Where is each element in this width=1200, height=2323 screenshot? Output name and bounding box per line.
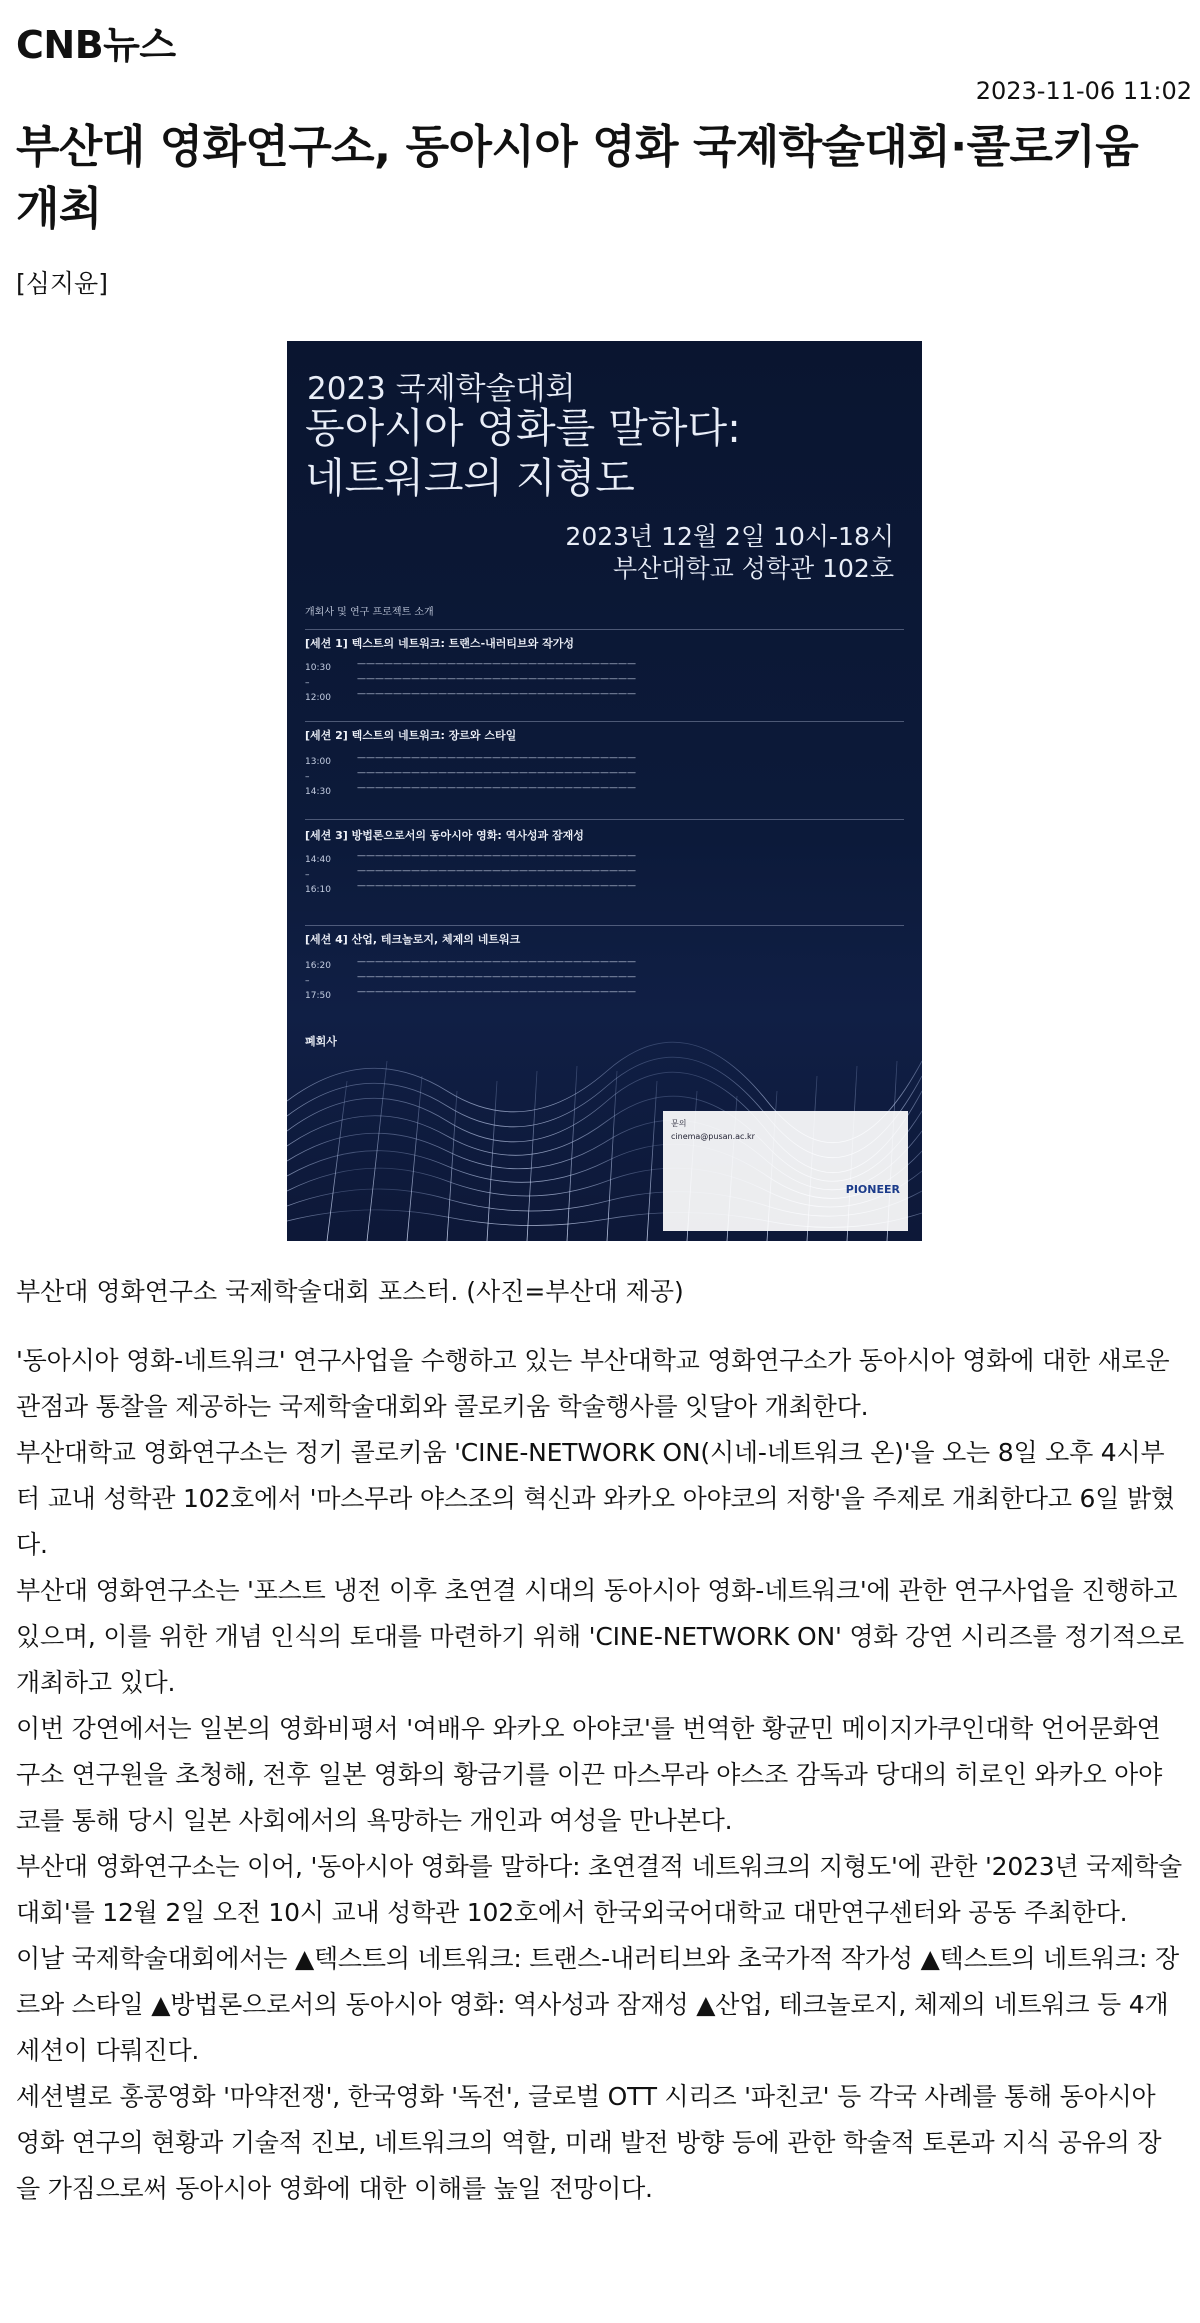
article-paragraph: 부산대 영화연구소는 이어, '동아시아 영화를 말하다: 초연결적 네트워크의 지형도'에 관한 '2023년 국제학술대회'를 12월 2일 오전 10시 교내 성학관 102호에서 한국외국어대학교 대만연구센터와 공동 주최한다. [16, 1852, 1182, 1927]
poster-contact-email: cinema@pusan.ac.kr [671, 1132, 755, 1141]
article-byline: [심지윤] [16, 269, 108, 298]
article-paragraph: '동아시아 영화-네트워크' 연구사업을 수행하고 있는 부산대학교 영화연구소가 동아시아 영화에 대한 새로운 관점과 통찰을 제공하는 국제학술대회와 콜로키움 학술행사를 잇달아 개최한다. [16, 1346, 1170, 1421]
poster-contact-box [663, 1111, 908, 1231]
poster-title-line2: 네트워크의 지형도 [305, 454, 635, 502]
poster-session-1-times: 10:30 – 12:00 [305, 663, 331, 703]
article-poster-image [287, 341, 922, 1241]
poster-session-1: [세션 1] 텍스트의 네트워크: 트랜스-내러티브와 작가성 [305, 637, 574, 650]
poster-session-2: [세션 2] 텍스트의 네트워크: 장르와 스타일 [305, 729, 517, 742]
article-paragraph: 부산대 영화연구소는 '포스트 냉전 이후 초연결 시대의 동아시아 영화-네트워크'에 관한 연구사업을 진행하고 있으며, 이를 위한 개념 인식의 토대를 마련하기 위해 'CINE-NETWORK ON' 영화 강연 시리즈를 정기적으로 개최하고 있다. [16, 1576, 1184, 1697]
poster-opening: 개회사 및 연구 프로젝트 소개 [305, 607, 434, 618]
article-paragraph: 세션별로 홍콩영화 '마약전쟁', 한국영화 '독전', 글로벌 OTT 시리즈 '파친코' 등 각국 사례를 통해 동아시아 영화 연구의 현황과 기술적 진보, 네트워크의 역할, 미래 발전 방향 등에 관한 학술적 토론과 지식 공유의 장을 가짐으로써 동아시아 영화에 대한 이해를 높일 전망이다. [16, 2082, 1162, 2203]
poster-divider [305, 819, 904, 820]
poster-session-2-program: ——————————————————————————————— ——————————————————————————————— ——————————————————————————————— [357, 753, 636, 793]
site-logo[interactable]: CNB뉴스 [16, 23, 176, 67]
poster-session-3-program: ——————————————————————————————— ——————————————————————————————— ——————————————————————————————— [357, 851, 636, 891]
article-title: 부산대 영화연구소, 동아시아 영화 국제학술대회·콜로키움 개최 [16, 120, 1139, 235]
poster-session-1-program: ——————————————————————————————— ——————————————————————————————— ——————————————————————————————— [357, 659, 636, 699]
poster-session-4: [세션 4] 산업, 테크놀로지, 체제의 네트워크 [305, 933, 521, 946]
poster-divider [305, 629, 904, 630]
poster-title-line1: 동아시아 영화를 말하다: [305, 404, 741, 452]
poster-session-3-times: 14:40 – 16:10 [305, 855, 331, 895]
poster-sponsor-logo: PIONEER [845, 1183, 900, 1196]
poster-session-4-program: ——————————————————————————————— ——————————————————————————————— ——————————————————————————————— [357, 957, 636, 997]
article-paragraph: 이날 국제학술대회에서는 ▲텍스트의 네트워크: 트랜스-내러티브와 초국가적 작가성 ▲텍스트의 네트워크: 장르와 스타일 ▲방법론으로서의 동아시아 영화: 역사성과 잠재성 ▲산업, 테크놀로지, 체제의 네트워크 등 4개 세션이 다뤄진다. [16, 1944, 1179, 2065]
article-paragraph: 부산대학교 영화연구소는 정기 콜로키움 'CINE-NETWORK ON(시네-네트워크 온)'을 오는 8일 오후 4시부터 교내 성학관 102호에서 '마스무라 야스조의 혁신과 와카오 아야코의 저항'을 주제로 개최한다고 6일 밝혔다. [16, 1438, 1175, 1559]
poster-closing: 폐회사 [305, 1035, 337, 1048]
article-body [16, 1338, 1184, 2212]
poster-contact-label: 문의 [671, 1119, 687, 1128]
poster-divider [305, 721, 904, 722]
article-paragraph: 이번 강연에서는 일본의 영화비평서 '여배우 와카오 아야코'를 번역한 황균민 메이지가쿠인대학 언어문화연구소 연구원을 초청해, 전후 일본 영화의 황금기를 이끈 마스무라 야스조 감독과 당대의 히로인 와카오 아야코를 통해 당시 일본 사회에서의 욕망하는 개인과 여성을 만나본다. [16, 1714, 1163, 1835]
poster-date: 2023년 12월 2일 10시-18시 [565, 522, 894, 551]
poster-session-3: [세션 3] 방법론으로서의 동아시아 영화: 역사성과 잠재성 [305, 829, 584, 842]
poster-heading: 2023 국제학술대회 [307, 371, 576, 407]
poster-session-4-times: 16:20 – 17:50 [305, 961, 331, 1001]
poster-divider [305, 925, 904, 926]
publish-datetime: 2023-11-06 11:02 [975, 77, 1192, 105]
poster-venue: 부산대학교 성학관 102호 [613, 554, 894, 583]
image-caption: 부산대 영화연구소 국제학술대회 포스터. (사진=부산대 제공) [16, 1277, 684, 1306]
poster-session-2-times: 13:00 – 14:30 [305, 757, 331, 797]
